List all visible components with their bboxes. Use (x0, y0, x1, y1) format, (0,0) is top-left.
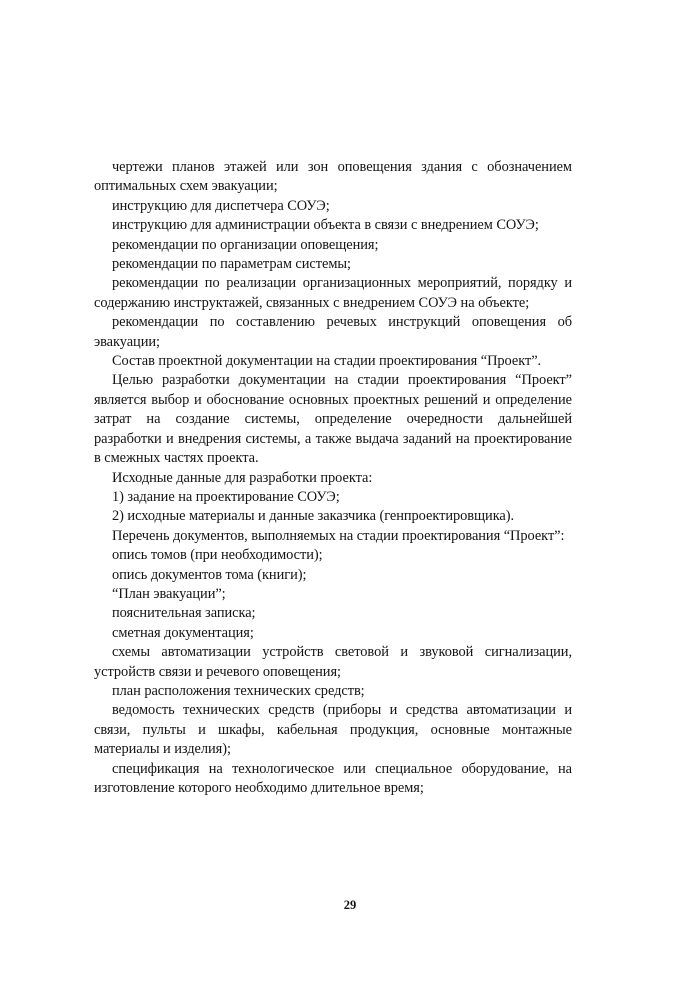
paragraph: чертежи планов этажей или зон оповещения здания с обозначением оптимальных схем эвакуации; (94, 159, 572, 195)
paragraph: инструкцию для диспетчера СОУЭ; (112, 197, 330, 214)
paragraph: “План эвакуации”; (112, 585, 226, 602)
paragraph: ведомость технических средств (приборы и средства автоматизации и связи, пульты и шкафы, кабельная продукция, основные монтажные материалы и изделия); (94, 702, 572, 758)
paragraph: план расположения технических средств; (112, 682, 365, 699)
paragraph: 2) исходные материалы и данные заказчика (генпроектировщика). (112, 508, 515, 525)
paragraph: 1) задание на проектирование СОУЭ; (112, 488, 340, 505)
paragraph: рекомендации по составлению речевых инструкций оповещения об эвакуации; (94, 314, 572, 350)
paragraph: рекомендации по организации оповещения; (112, 236, 379, 253)
paragraph: опись томов (при необходимости); (112, 547, 323, 564)
paragraph: Перечень документов, выполняемых на стадии проектирования “Проект”: (112, 527, 565, 544)
paragraph: Исходные данные для разработки проекта: (112, 469, 373, 486)
paragraph: спецификация на технологическое или специальное оборудование, на изготовление которого необходимо длительное время; (94, 760, 572, 796)
paragraph: Целью разработки документации на стадии проектирования “Проект” является выбор и обоснование основных проектных решений и определение затрат на создание системы, определение очередности дальнейшей разработки и внедрения системы, а также выдача заданий на проектирование в смежных частях проекта. (94, 372, 572, 467)
paragraph: рекомендации по реализации организационных мероприятий, порядку и содержанию инструктажей, связанных с внедрением СОУЭ на объекте; (94, 275, 572, 311)
paragraph: пояснительная записка; (112, 605, 256, 622)
body-text (94, 158, 572, 798)
paragraph: рекомендации по параметрам системы; (112, 256, 351, 273)
paragraph: сметная документация; (112, 624, 254, 641)
paragraph: схемы автоматизации устройств световой и звуковой сигнализации, устройств связи и речевого оповещения; (94, 644, 572, 680)
paragraph: инструкцию для администрации объекта в связи с внедрением СОУЭ; (112, 217, 539, 234)
paragraph: опись документов тома (книги); (112, 566, 307, 583)
page-number: 29 (343, 898, 357, 912)
paragraph: Состав проектной документации на стадии проектирования “Проект”. (112, 353, 542, 370)
